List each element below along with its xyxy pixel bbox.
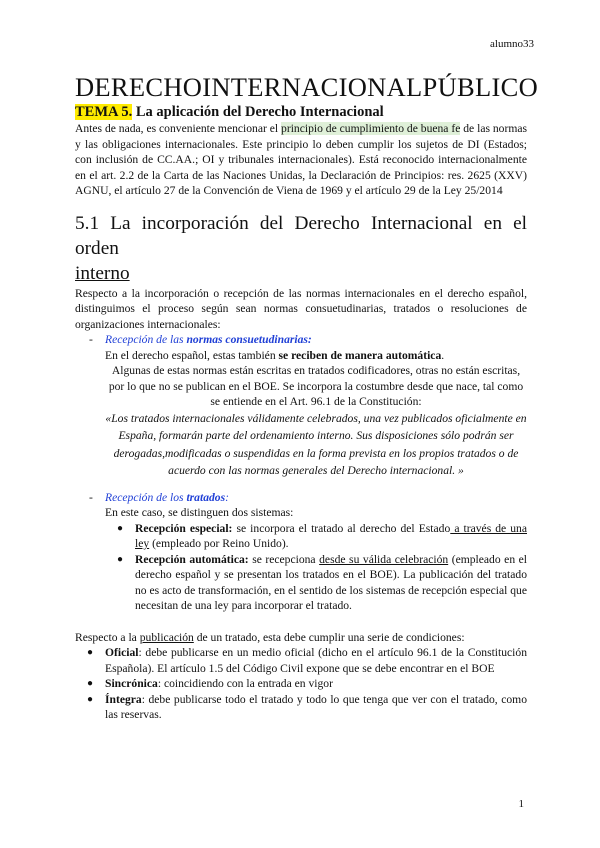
intro-text-2: de las normas y las obligaciones internacionales. Este principio lo deben cumplir los sujetos de DI (Estados; con inclusión de CC.AA.; OI y tribunales internacionales). Está reconocido internacionalmente en el art. 2.2 de la Carta de las Naciones Unidas, la Declaración de Principios: res. 2625 (XXV) AGNU, el artículo 27 de la Convención de Viena de 1969 y el artículo 29 de la Ley 25/2014	[75, 122, 528, 197]
list-item: ● Recepción automática: se recepciona desde su válida celebración (empleado en el derecho español y se presentan los tratados en el BOE). La publicación del tratado no es acto de transformación, en el sentido de los sistemas de recepción especial que necesitan de una ley para incorporar el tratado.	[117, 552, 528, 612]
tema-title: La aplicación del Derecho Internacional	[132, 104, 384, 120]
list-item: ● Recepción especial: se incorpora el tratado al derecho del Estado a través de una ley (empleado por Reino Unido).	[117, 521, 527, 550]
list-item-tratados	[75, 490, 527, 506]
bullet-dot-icon: ●	[117, 553, 124, 565]
list-item: ● Oficial: debe publicarse en un medio oficial (dicho en el artículo 96.1 de la Constitución Española). El artículo 1.5 del Código Civil expone que se debe encontrar en el BOE	[87, 646, 527, 675]
constitution-quote: «Los tratados internacionales válidamente celebrados, una vez publicados oficialmente en España, formarán parte del ordenamiento interno. Sus disposiciones sólo podrán ser derogadas,modificadas o suspendidas en la forma prevista en los propios tratados o de acuerdo con las normas generales del Derecho internacional. »	[105, 411, 527, 477]
list-item: ● Íntegra: debe publicarse todo el tratado y todo lo que tenga que ver con el tratado, como las reservas.	[87, 692, 527, 721]
consuetudinarias-line: En el derecho español, estas también se reciben de manera automática.	[105, 348, 445, 362]
list-item: ● Sincrónica: coincidiendo con la entrada en vigor	[87, 677, 333, 690]
title-word-3: PÚBLICO	[422, 72, 539, 102]
intro-text-1: Antes de nada, es conveniente mencionar el	[75, 122, 282, 135]
intro-paragraph	[75, 121, 527, 199]
consuetudinarias-centered-text: Algunas de estas normas están escritas en tratados codificadores, otras no están escritas, por lo que no se publican en el BOE. Se incorpora la costumbre desde que nace, tal como se entiende en el Art. 96.1 de la Constitución:	[108, 364, 524, 408]
bullet-dot-icon: ●	[87, 678, 94, 689]
title-word-1: DERECHO	[75, 72, 203, 102]
tema-heading	[75, 104, 527, 121]
bullet-dot-icon: ●	[117, 522, 124, 534]
section-paragraph: Respecto a la incorporación o recepción de las normas internacionales en el derecho español, distinguimos el proceso según sean normas consuetudinarias, tratados o resoluciones de organizaciones internacionales:	[75, 286, 527, 331]
consuetudinarias-label: Recepción de las normas consuetudinarias:	[105, 333, 312, 346]
list-item-consuetudinarias	[75, 332, 527, 348]
publicacion-paragraph: Respecto a la publicación de un tratado, esta debe cumplir una serie de condiciones:	[75, 630, 465, 644]
dash-bullet: -	[89, 333, 93, 346]
dash-bullet: -	[89, 490, 93, 504]
bullet-dot-icon: ●	[87, 647, 94, 658]
page-number: 1	[518, 798, 524, 810]
publicacion-conditions-list	[75, 645, 527, 723]
section-title-line-2: interno	[75, 262, 130, 284]
tema-label: TEMA 5.	[75, 104, 133, 120]
section-heading	[75, 211, 527, 286]
tratados-intro: En este caso, se distinguen dos sistemas:	[105, 506, 294, 519]
document-page	[75, 72, 539, 723]
title-word-2: INTERNACIONAL	[202, 72, 423, 102]
highlighted-principle: principio de cumplimiento de buena fe	[281, 122, 461, 135]
tratados-label: Recepción de los tratados:	[105, 490, 229, 504]
page-header-user: alumno33	[490, 38, 534, 50]
document-title	[75, 72, 539, 102]
bullet-dot-icon: ●	[87, 693, 94, 705]
section-title-line-1: 5.1 La incorporación del Derecho Internacional en el orden	[75, 212, 527, 259]
tratados-systems-list	[75, 521, 527, 614]
